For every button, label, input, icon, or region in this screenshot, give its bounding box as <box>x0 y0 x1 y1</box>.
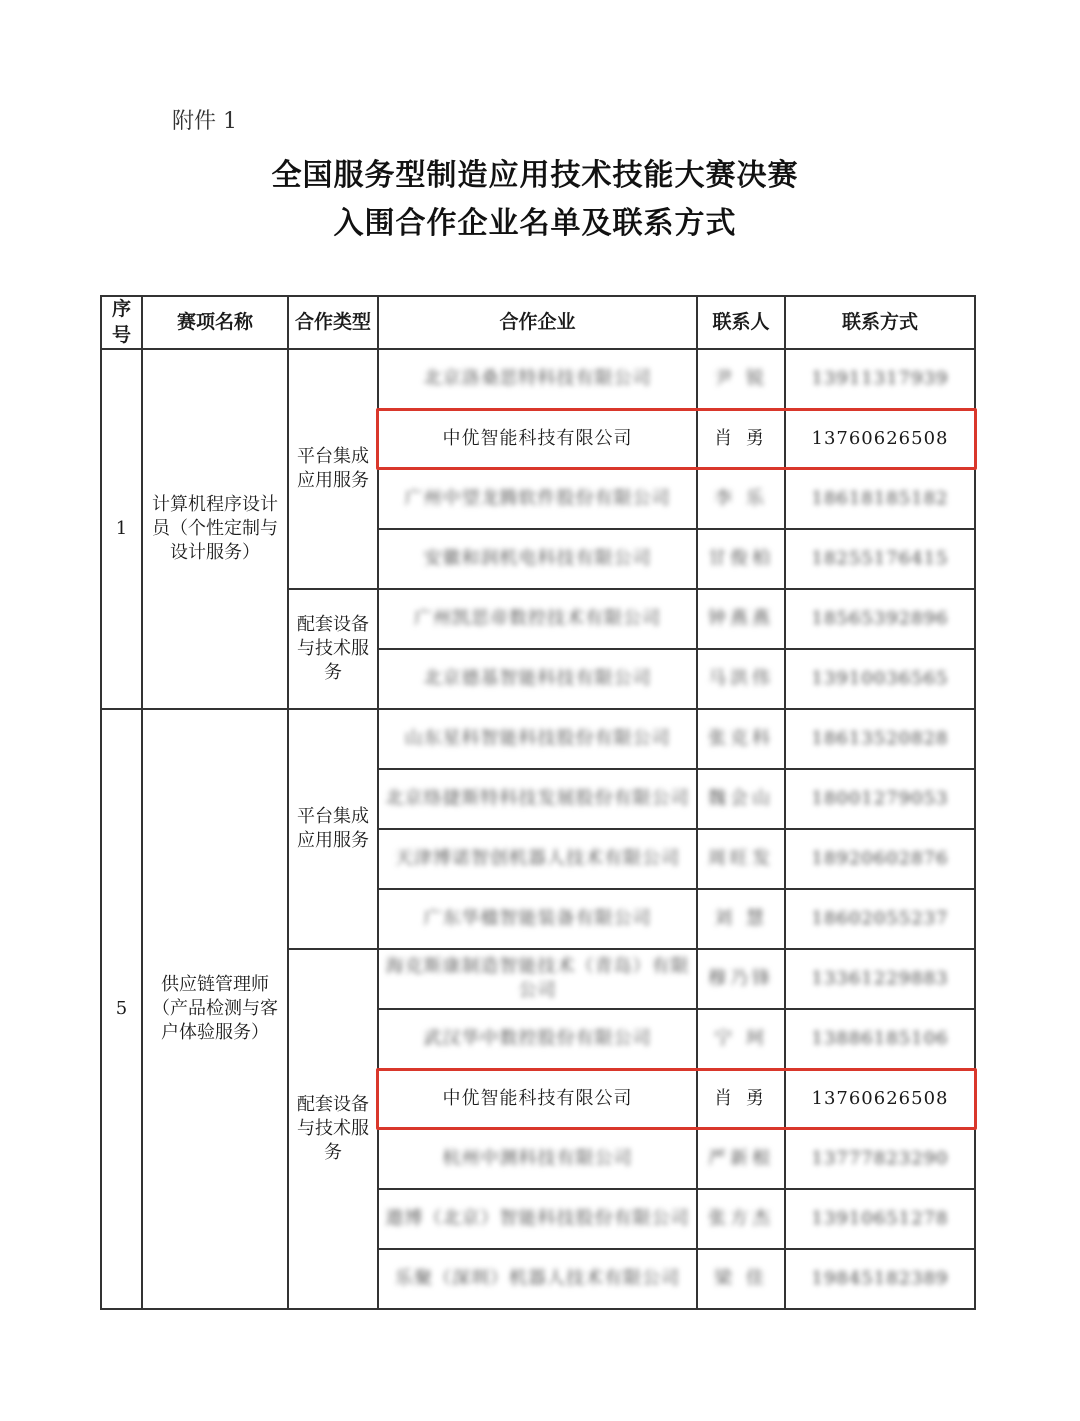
contact-phone: 13911317939 <box>785 349 975 409</box>
contact-phone: 13910036565 <box>785 649 975 709</box>
cooperation-type: 配套设备与技术服务 <box>288 949 378 1309</box>
contact-phone: 13760626508 <box>785 1069 975 1129</box>
row-number: 1 <box>101 349 142 709</box>
contact-person: 周旺发 <box>697 829 785 889</box>
contact-phone: 13361229883 <box>785 949 975 1009</box>
header-contact: 联系人 <box>697 296 785 349</box>
header-company: 合作企业 <box>378 296 697 349</box>
company-name: 中优智能科技有限公司 <box>378 409 697 469</box>
company-name: 乐聚（深圳）机器人技术有限公司 <box>378 1249 697 1309</box>
attachment-label: 附件 1 <box>172 109 237 134</box>
company-name: 北京络捷斯特科技发展股份有限公司 <box>378 769 697 829</box>
table-row <box>101 709 975 769</box>
cooperation-type: 平台集成应用服务 <box>288 349 378 589</box>
contact-phone: 18255176415 <box>785 529 975 589</box>
contact-phone: 18602055237 <box>785 889 975 949</box>
company-name: 广州凯思帝数控技术有限公司 <box>378 589 697 649</box>
partner-table <box>100 295 976 1310</box>
company-name: 北京德基智能科技有限公司 <box>378 649 697 709</box>
row-number: 5 <box>101 709 142 1309</box>
company-name: 武汉华中数控股份有限公司 <box>378 1009 697 1069</box>
contact-person: 钟燕燕 <box>697 589 785 649</box>
event-name: 计算机程序设计员（个性定制与设计服务） <box>142 349 288 709</box>
company-name: 广州中望龙腾软件股份有限公司 <box>378 469 697 529</box>
company-name: 杭州中测科技有限公司 <box>378 1129 697 1189</box>
company-name: 安徽和润机电科技有限公司 <box>378 529 697 589</box>
contact-person: 张方杰 <box>697 1189 785 1249</box>
contact-phone: 13886185106 <box>785 1009 975 1069</box>
company-name: 北京洛桑思特科技有限公司 <box>378 349 697 409</box>
company-name: 中优智能科技有限公司 <box>378 1069 697 1129</box>
contact-person: 宁 珂 <box>697 1009 785 1069</box>
header-phone: 联系方式 <box>785 296 975 349</box>
contact-person: 肖 勇 <box>697 1069 785 1129</box>
contact-person: 梁 佳 <box>697 1249 785 1309</box>
contact-phone: 18920602876 <box>785 829 975 889</box>
contact-phone: 13910651278 <box>785 1189 975 1249</box>
contact-person: 马洪伟 <box>697 649 785 709</box>
contact-person: 尹 锐 <box>697 349 785 409</box>
contact-person: 李 乐 <box>697 469 785 529</box>
contact-phone: 18618185182 <box>785 469 975 529</box>
company-name: 广东华楹智能装备有限公司 <box>378 889 697 949</box>
contact-person: 穆乃锋 <box>697 949 785 1009</box>
contact-person: 魏会山 <box>697 769 785 829</box>
contact-phone: 13760626508 <box>785 409 975 469</box>
contact-phone: 18001279053 <box>785 769 975 829</box>
cooperation-type: 平台集成应用服务 <box>288 709 378 949</box>
contact-phone: 18613520828 <box>785 709 975 769</box>
document-title-line-2: 入围合作企业名单及联系方式 <box>333 206 737 241</box>
document-title-line-1: 全国服务型制造应用技术技能大赛决赛 <box>271 158 799 193</box>
company-name: 山东星科智能科技股份有限公司 <box>378 709 697 769</box>
event-name: 供应链管理师（产品检测与客户体验服务） <box>142 709 288 1309</box>
company-name: 海克斯康制造智能技术（青岛）有限公司 <box>378 949 697 1009</box>
contact-person: 张克科 <box>697 709 785 769</box>
cooperation-type: 配套设备与技术服务 <box>288 589 378 709</box>
contact-person: 肖 勇 <box>697 409 785 469</box>
header-no: 序号 <box>101 296 142 349</box>
table-row <box>101 349 975 409</box>
company-name: 天津博诺智创机器人技术有限公司 <box>378 829 697 889</box>
contact-person: 甘俊柏 <box>697 529 785 589</box>
contact-phone: 13777823290 <box>785 1129 975 1189</box>
contact-phone: 18565392896 <box>785 589 975 649</box>
contact-person: 刘 慧 <box>697 889 785 949</box>
contact-person: 严新根 <box>697 1129 785 1189</box>
header-event: 赛项名称 <box>142 296 288 349</box>
company-name: 遨博（北京）智能科技股份有限公司 <box>378 1189 697 1249</box>
contact-phone: 19845182389 <box>785 1249 975 1309</box>
table-header-row <box>101 296 975 349</box>
header-type: 合作类型 <box>288 296 378 349</box>
